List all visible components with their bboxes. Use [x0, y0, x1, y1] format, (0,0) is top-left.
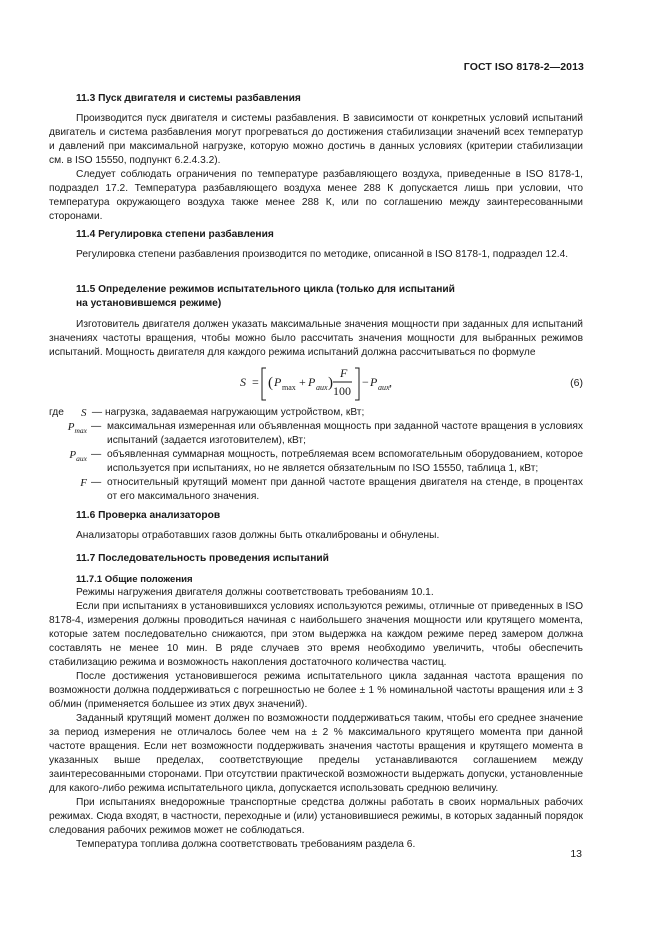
section-11-7-body: [49, 586, 583, 852]
section-11-7-paragraph: После достижения установившегося режима испытательного цикла заданная частота вращения по возможности должна поддерживаться с погрешностью не более ± 1 % номинальной частоты вращения или ± 3 об/мин (применяется большее из этих двух значений).: [49, 671, 583, 710]
definition-symbol: S: [81, 407, 87, 419]
definition-symbol: $P_{aux}$: [69, 449, 87, 464]
formula-plus: +: [299, 375, 306, 389]
section-11-3-paragraph-2: Следует соблюдать ограничения по температуре разбавляющего воздуха, приведенные в ISO 8178-1, подраздел 17.2. Температура разбавляющего воздуха менее 288 К допускается лишь при условии, что температура окружающего воздуха также менее 288 К, или по соглашению между заинтересованными сторонами.: [49, 169, 583, 222]
document-code-header: ГОСТ ISO 8178-2—2013: [463, 61, 584, 73]
formula-numerator: F: [340, 366, 348, 380]
definition-dash: —: [91, 477, 102, 488]
section-11-7-title: 11.7 Последовательность проведения испытаний: [76, 553, 329, 564]
section-11-3: [76, 92, 583, 106]
definition-dash: —: [89, 407, 103, 418]
definition-symbol: $P_{max}$: [67, 421, 87, 436]
formula-max-sub: max: [282, 383, 296, 392]
definition-dash: —: [91, 421, 102, 432]
right-paren: ): [328, 375, 333, 391]
formula-minus: −: [362, 375, 369, 389]
formula-6: [0, 366, 661, 406]
definition-row: [49, 476, 583, 504]
section-11-7-1-title: 11.7.1 Общие положения: [76, 574, 193, 585]
section-11-5-title-line-1: 11.5 Определение режимов испытательного цикла (только для испытаний: [76, 284, 455, 295]
definition-text: максимальная измеренная или объявленная мощность при заданной частоте вращения в условиях испытаний (задается изготовителем), кВт;: [107, 421, 583, 446]
definition-row: [49, 420, 583, 448]
definitions-list: [49, 406, 583, 504]
section-11-7-paragraph: Температура топлива должна соответствовать требованиям раздела 6.: [76, 839, 416, 850]
formula-tail: ,: [389, 375, 392, 389]
section-11-7-paragraph: Режимы нагружения двигателя должны соответствовать требованиям 10.1.: [76, 587, 434, 598]
formula-aux-sub: aux: [316, 383, 328, 392]
section-11-7-paragraph: При испытаниях внедорожные транспортные средства должны работать в своих нормальных рабочих режимах. Сюда входят, в частности, переходные и (или) установившиеся режимы, в которых заданный порядок следования рабочих режимов может не соблюдаться.: [49, 797, 583, 836]
definition-row: [49, 448, 583, 476]
section-11-3-body: [49, 112, 583, 224]
section-11-5-title-line-2: на установившемся режиме): [76, 298, 222, 309]
definition-text: объявленная суммарная мощность, потребляемая всем вспомогательным оборудованием, которое используется при испытаниях, но не является обязательным по ISO 15550, таблица 1, кВт;: [107, 449, 583, 474]
section-11-5-body: [49, 318, 583, 360]
section-11-6-paragraph-1: Анализаторы отработавших газов должны быть откалиброваны и обнулены.: [76, 530, 440, 541]
section-11-6: [76, 509, 583, 523]
definitions-lead: где: [49, 407, 64, 418]
formula-p-max: P: [274, 375, 282, 389]
formula-denominator: 100: [333, 384, 351, 398]
right-bracket: [355, 368, 359, 400]
section-11-3-title: 11.3 Пуск двигателя и системы разбавления: [76, 93, 301, 104]
page-number: 13: [570, 848, 582, 860]
definition-dash: —: [91, 449, 102, 460]
left-bracket: [262, 368, 266, 400]
formula-number: (6): [570, 377, 583, 389]
formula-equals: =: [252, 375, 259, 389]
section-11-3-paragraph-1: Производится пуск двигателя и системы разбавления. В зависимости от конкретных условий испытаний двигатель и система разбавления могут прогреваться до достижения стабилизации значений всех температур и давлений при максимальной нагрузке, которую можно достичь в данных условиях (критерии стабилизации см. в ISO 15550, подпункт 6.2.4.3.2).: [49, 113, 583, 166]
section-11-5: [76, 283, 583, 311]
section-11-7-paragraph: Заданный крутящий момент должен по возможности поддерживаться таким, чтобы его среднее значение за период измерения не отличалось более чем на ± 2 % максимального крутящего момента при данной частоте вращения. Если нет возможности поддерживать значения частоты вращения и крутящего момента в указанных выше пределах, соответствующие пределы устанавливаются соглашением между заинтересованными сторонами. При отсутствии практической возможности выдержать допуски, установленные для какого-либо режима испытательного цикла, допускается использовать среднюю величину.: [49, 713, 583, 794]
section-11-7-1: [76, 573, 583, 587]
definition-row: [49, 406, 583, 420]
formula-aux-sub-2: aux: [378, 383, 390, 392]
formula-p-aux: P: [308, 375, 316, 389]
section-11-6-body: [49, 529, 583, 543]
left-paren: (: [268, 375, 273, 391]
section-11-6-title: 11.6 Проверка анализаторов: [76, 510, 221, 521]
section-11-4-title: 11.4 Регулировка степени разбавления: [76, 229, 274, 240]
formula-p-aux-2: P: [370, 375, 378, 389]
definition-text: относительный крутящий момент при данной частоте вращения двигателя на стенде, в процентах от его максимального значения.: [107, 477, 583, 502]
section-11-4-paragraph-1: Регулировка степени разбавления производится по методике, описанной в ISO 8178-1, подраздел 12.4.: [76, 249, 569, 260]
section-11-7-paragraph: Если при испытаниях в установившихся условиях используются режимы, отличные от приведенных в ISO 8178-4, измерения должны проводиться начиная с наибольшего значения мощности или крутящего момента, которые затем последовательно снижаются, при этом выдержка на каждом режиме перед замером должна составлять не менее 10 мин. В ряде случаев это время необходимо увеличить, чтобы обеспечить стабилизацию режима и возможность накопления достаточного количества частиц.: [49, 601, 583, 668]
formula-lhs: S: [240, 375, 246, 389]
section-11-4-body: [49, 248, 583, 262]
section-11-5-paragraph-1: Изготовитель двигателя должен указать максимальные значения мощности при заданных для испытаний значениях частоты вращения, чтобы можно было рассчитать значения мощности для выбранных режимов испытаний. Мощность двигателя для каждого режима испытаний должна рассчитываться по формуле: [49, 319, 583, 358]
section-11-4: [76, 228, 583, 242]
definition-text: нагрузка, задаваемая нагружающим устройством, кВт;: [105, 407, 365, 418]
definition-symbol: F: [80, 477, 87, 489]
section-11-7: [76, 552, 583, 566]
